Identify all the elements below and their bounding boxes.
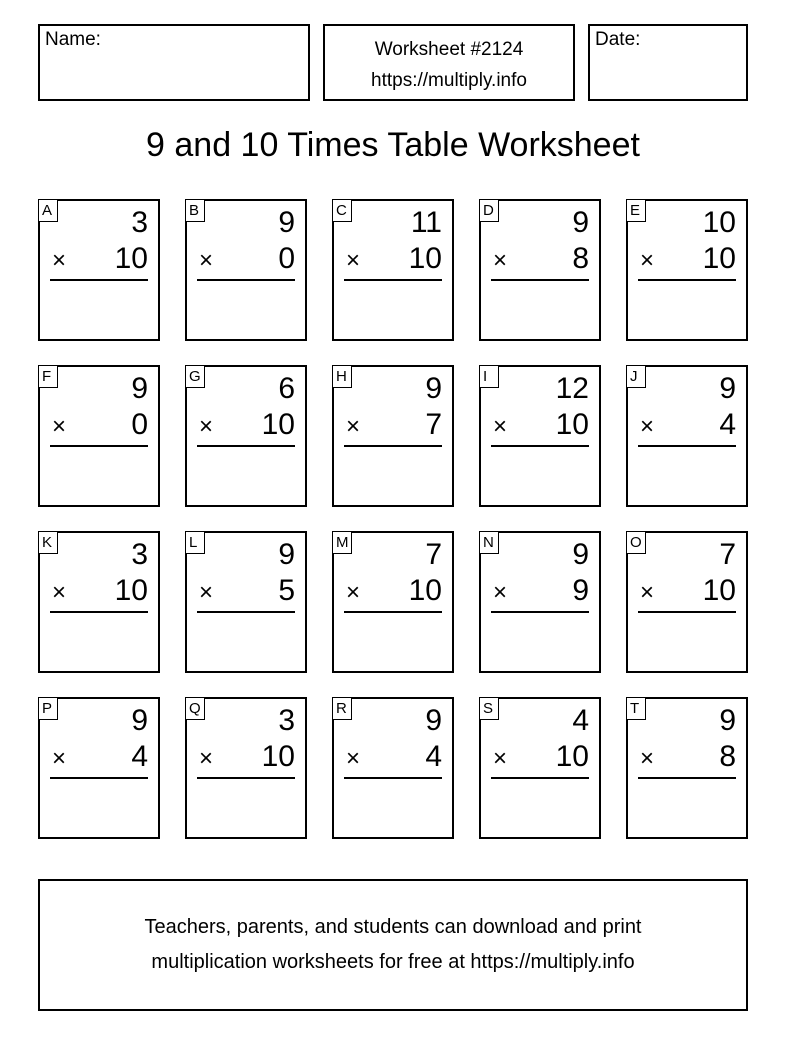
- problem-letter: F: [38, 365, 58, 388]
- answer-line: [491, 279, 589, 281]
- problem-letter: Q: [185, 697, 205, 720]
- problem-letter: T: [626, 697, 646, 720]
- problem-multiplier: 10: [261, 740, 295, 773]
- times-sign: ×: [346, 413, 361, 440]
- answer-line: [50, 777, 148, 779]
- worksheet-info-box: [323, 24, 575, 101]
- problem-card[interactable]: [332, 365, 454, 507]
- times-sign: ×: [346, 247, 361, 274]
- problem-card[interactable]: [38, 697, 160, 839]
- answer-line: [491, 445, 589, 447]
- problem-card[interactable]: [185, 365, 307, 507]
- problem-card[interactable]: [479, 531, 601, 673]
- problem-multiplier: 4: [719, 408, 736, 441]
- times-sign: ×: [52, 745, 67, 772]
- problem-multiplicand: 9: [572, 206, 589, 239]
- times-sign: ×: [640, 413, 655, 440]
- problem-letter: N: [479, 531, 499, 554]
- problem-multiplicand: 3: [131, 206, 148, 239]
- problem-letter: P: [38, 697, 58, 720]
- problem-multiplicand: 12: [555, 372, 589, 405]
- problem-card[interactable]: [185, 697, 307, 839]
- times-sign: ×: [493, 745, 508, 772]
- answer-line: [197, 279, 295, 281]
- problem-letter: D: [479, 199, 499, 222]
- times-sign: ×: [640, 579, 655, 606]
- problem-multiplier: 4: [131, 740, 148, 773]
- problem-card[interactable]: [185, 199, 307, 341]
- problem-multiplier: 10: [114, 574, 148, 607]
- footer-line-1: Teachers, parents, and students can download and print: [144, 916, 642, 938]
- problem-multiplier: 4: [425, 740, 442, 773]
- problem-multiplier: 0: [278, 242, 295, 275]
- times-sign: ×: [199, 413, 214, 440]
- problem-multiplicand: 9: [131, 372, 148, 405]
- problem-multiplier: 8: [572, 242, 589, 275]
- problem-multiplier: 10: [555, 740, 589, 773]
- problem-letter: S: [479, 697, 499, 720]
- problem-letter: C: [332, 199, 352, 222]
- answer-line: [344, 777, 442, 779]
- times-sign: ×: [199, 247, 214, 274]
- problem-card[interactable]: [38, 531, 160, 673]
- problem-multiplier: 10: [114, 242, 148, 275]
- problem-letter: B: [185, 199, 205, 222]
- problem-multiplicand: 7: [425, 538, 442, 571]
- problem-letter: M: [332, 531, 352, 554]
- answer-line: [344, 445, 442, 447]
- answer-line: [491, 611, 589, 613]
- problem-multiplier: 8: [719, 740, 736, 773]
- problem-multiplicand: 11: [410, 206, 442, 239]
- problem-multiplicand: 7: [719, 538, 736, 571]
- problem-card[interactable]: [479, 697, 601, 839]
- problem-card[interactable]: [332, 697, 454, 839]
- times-sign: ×: [52, 247, 67, 274]
- times-sign: ×: [199, 579, 214, 606]
- problem-multiplicand: 9: [425, 372, 442, 405]
- problem-card[interactable]: [479, 199, 601, 341]
- times-sign: ×: [52, 579, 67, 606]
- worksheet-url: https://multiply.info: [371, 70, 527, 91]
- problem-multiplicand: 9: [131, 704, 148, 737]
- problem-letter: O: [626, 531, 646, 554]
- problem-letter: K: [38, 531, 58, 554]
- problem-multiplier: 10: [555, 408, 589, 441]
- problem-multiplicand: 10: [702, 206, 736, 239]
- answer-line: [638, 611, 736, 613]
- problem-card[interactable]: [185, 531, 307, 673]
- problem-multiplicand: 3: [131, 538, 148, 571]
- answer-line: [638, 279, 736, 281]
- answer-line: [197, 777, 295, 779]
- problem-multiplier: 10: [408, 574, 442, 607]
- problem-card[interactable]: [38, 365, 160, 507]
- page-title: 9 and 10 Times Table Worksheet: [146, 126, 640, 164]
- problem-multiplicand: 9: [719, 704, 736, 737]
- answer-line: [638, 777, 736, 779]
- problem-multiplicand: 9: [425, 704, 442, 737]
- answer-line: [197, 445, 295, 447]
- answer-line: [344, 279, 442, 281]
- times-sign: ×: [640, 247, 655, 274]
- times-sign: ×: [640, 745, 655, 772]
- answer-line: [344, 611, 442, 613]
- problem-multiplicand: 9: [278, 538, 295, 571]
- answer-line: [197, 611, 295, 613]
- problem-multiplier: 5: [278, 574, 295, 607]
- problem-card[interactable]: [332, 199, 454, 341]
- problem-multiplier: 10: [408, 242, 442, 275]
- answer-line: [638, 445, 736, 447]
- problem-multiplicand: 9: [572, 538, 589, 571]
- times-sign: ×: [52, 413, 67, 440]
- problem-letter: L: [185, 531, 205, 554]
- problem-multiplier: 9: [572, 574, 589, 607]
- times-sign: ×: [346, 745, 361, 772]
- times-sign: ×: [493, 247, 508, 274]
- problem-multiplier: 10: [702, 574, 736, 607]
- problem-letter: E: [626, 199, 646, 222]
- times-sign: ×: [493, 579, 508, 606]
- problem-multiplicand: 4: [572, 704, 589, 737]
- problem-card[interactable]: [38, 199, 160, 341]
- worksheet-number: Worksheet #2124: [374, 39, 524, 60]
- problem-card[interactable]: [626, 199, 748, 341]
- date-field[interactable]: [588, 24, 748, 101]
- problem-multiplier: 10: [702, 242, 736, 275]
- footer-line-2: multiplication worksheets for free at https://multiply.info: [151, 951, 635, 973]
- times-sign: ×: [493, 413, 508, 440]
- problem-card[interactable]: [626, 697, 748, 839]
- problem-multiplier: 7: [425, 408, 442, 441]
- answer-line: [50, 611, 148, 613]
- answer-line: [50, 445, 148, 447]
- problem-grid: [38, 199, 748, 844]
- problem-card[interactable]: [332, 531, 454, 673]
- problem-card[interactable]: [626, 365, 748, 507]
- times-sign: ×: [346, 579, 361, 606]
- answer-line: [491, 777, 589, 779]
- times-sign: ×: [199, 745, 214, 772]
- footer-note: [38, 879, 748, 1011]
- problem-card[interactable]: [479, 365, 601, 507]
- problem-letter: I: [479, 365, 499, 388]
- date-label: Date:: [595, 29, 641, 50]
- problem-letter: A: [38, 199, 58, 222]
- problem-letter: J: [626, 365, 646, 388]
- name-field[interactable]: [38, 24, 310, 101]
- problem-multiplier: 0: [131, 408, 148, 441]
- problem-multiplier: 10: [261, 408, 295, 441]
- problem-letter: H: [332, 365, 352, 388]
- answer-line: [50, 279, 148, 281]
- problem-letter: G: [185, 365, 205, 388]
- problem-multiplicand: 3: [278, 704, 295, 737]
- problem-letter: R: [332, 697, 352, 720]
- problem-multiplicand: 9: [278, 206, 295, 239]
- problem-multiplicand: 6: [278, 372, 295, 405]
- problem-multiplicand: 9: [719, 372, 736, 405]
- problem-card[interactable]: [626, 531, 748, 673]
- name-label: Name:: [45, 29, 101, 50]
